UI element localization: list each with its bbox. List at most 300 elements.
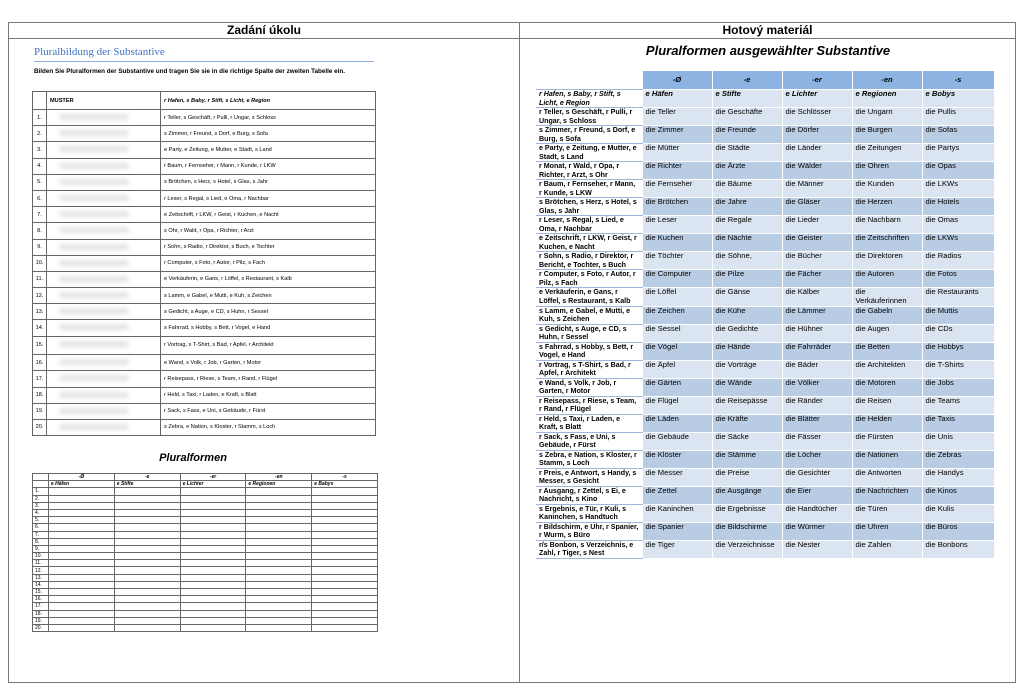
word-list: e Wand, s Volk, r Job, r Garten, r Motor [161,355,376,371]
answer-row-number: 10. [33,553,49,560]
word-list: r Computer, s Foto, r Autor, r Pilz, s Fach [161,255,376,271]
solution-row [536,378,994,396]
row-number: 18. [33,387,47,403]
plural-form: die Bildschirme [712,522,782,540]
plural-form: die Zebras [922,450,994,468]
solution-corner-cell [536,71,642,90]
answer-row-number: 8. [33,538,49,545]
plural-form: die Betten [852,342,922,360]
blur-mark [59,276,129,282]
plural-form: die Eier [782,486,852,504]
row-number: 6. [33,190,47,206]
solution-row [536,108,994,126]
answer-row-number: 18. [33,610,49,617]
plural-form: die Nationen [852,450,922,468]
plural-example-cell: e Lichter [180,481,246,488]
answer-cell [246,560,312,567]
title-underline [34,61,374,62]
plural-form: die Bäume [712,180,782,198]
plural-form: die Fernseher [642,180,712,198]
answer-cell [49,502,115,509]
row-number: 13. [33,304,47,320]
plural-form: die Leser [642,216,712,234]
example-words: r Hafen, s Baby, r Stift, s Licht, e Region [536,90,642,108]
answer-cell [312,524,378,531]
answer-row [33,589,378,596]
plural-example-cell: e Häfen [49,481,115,488]
plural-form: die Spanier [642,522,712,540]
plural-form: die Ärzte [712,162,782,180]
answer-cell [246,553,312,560]
answer-cell [312,581,378,588]
blurred-answer-cell [47,158,161,174]
solution-row [536,324,994,342]
plural-form: die Gärten [642,378,712,396]
plural-form: die Söhne, [712,252,782,270]
word-list: e Verkäuferin, e Gans, r Löffel, s Restaurant, s Kalb [161,271,376,287]
answer-row [33,502,378,509]
table-row [33,255,376,271]
answer-cell [180,596,246,603]
solution-row [536,414,994,432]
answer-cell [312,488,378,495]
answer-cell [246,545,312,552]
blurred-answer-cell [47,304,161,320]
answer-table [32,473,378,632]
word-list: s Ohr, r Wald, r Opa, r Richter, r Arzt [161,223,376,239]
plural-form: die Freunde [712,126,782,144]
corner-cell [33,474,49,481]
plural-header-cell: -e [114,474,180,481]
plural-form: die Dörfer [782,126,852,144]
answer-cell [246,581,312,588]
solution-header-cell: -s [922,71,994,90]
solution-row [536,396,994,414]
answer-cell [246,524,312,531]
plural-form: die Handys [922,468,994,486]
answer-cell [49,617,115,624]
answer-cell [49,581,115,588]
table-row [33,403,376,419]
plural-form: die Fahrräder [782,342,852,360]
blurred-answer-cell [47,320,161,336]
table-row [33,190,376,206]
blurred-answer-cell [47,110,161,126]
answer-row-number: 16. [33,596,49,603]
plural-form: die Sessel [642,324,712,342]
solution-row [536,216,994,234]
plural-form: die Zeitschriften [852,234,922,252]
solution-title: Pluralformen ausgewählter Substantive [645,43,891,58]
answer-cell [114,624,180,631]
plural-form: die Messer [642,468,712,486]
plural-form: die Läden [642,414,712,432]
source-words: s Gedicht, s Auge, e CD, s Huhn, r Sessel [536,324,642,342]
plural-form: die Männer [782,180,852,198]
plural-form: die Geister [782,234,852,252]
plural-form: die Nester [782,540,852,558]
plural-form: die Radios [922,252,994,270]
plural-form: die Säcke [712,432,782,450]
blurred-answer-cell [47,174,161,190]
answer-cell [180,509,246,516]
plural-form: die Tiger [642,540,712,558]
source-words: s Zebra, e Nation, s Kloster, r Stamm, s Loch [536,450,642,468]
blurred-answer-cell [47,371,161,387]
answer-row [33,603,378,610]
plural-example-row [33,481,378,488]
word-list: s Zimmer, r Freund, s Dorf, e Burg, s Sofa [161,126,376,142]
plural-form: die Bonbons [922,540,994,558]
plural-form: die Ohren [852,162,922,180]
table-row [33,320,376,336]
plural-form: die Gänse [712,288,782,307]
plural-form: die Blätter [782,414,852,432]
plural-form: die Nächte [712,234,782,252]
solution-row [536,144,994,162]
plural-form: die Vorträge [712,360,782,378]
answer-cell [180,603,246,610]
blurred-answer-cell [47,271,161,287]
row-number: 5. [33,174,47,190]
solution-row [536,540,994,558]
answer-cell [114,567,180,574]
answer-cell [49,538,115,545]
plural-form: die Klöster [642,450,712,468]
answer-cell [114,560,180,567]
blur-mark [59,392,129,398]
answer-cell [114,509,180,516]
answer-row-number: 12. [33,567,49,574]
solution-row [536,468,994,486]
answer-cell [180,589,246,596]
source-words: e Zeitschrift, r LKW, r Geist, r Kuchen, e Nacht [536,234,642,252]
source-words: r Preis, e Antwort, s Handy, s Messer, s Gesicht [536,468,642,486]
blur-mark [59,375,129,381]
plural-form: die Augen [852,324,922,342]
answer-cell [49,574,115,581]
source-words: r Bildschirm, e Uhr, r Spanier, r Wurm, s Büro [536,522,642,540]
word-list: s Brötchen, s Herz, s Hotel, s Glas, s Jahr [161,174,376,190]
answer-cell [114,502,180,509]
answer-cell [114,531,180,538]
answer-cell [246,509,312,516]
plural-form: die Städte [712,144,782,162]
plural-form: die Unis [922,432,994,450]
right-panel [520,40,1016,682]
source-words: r Monat, r Wald, r Opa, r Richter, r Arzt, s Ohr [536,162,642,180]
answer-cell [114,524,180,531]
answer-row-number: 14. [33,581,49,588]
plural-form: die Ergebnisse [712,504,782,522]
solution-header-cell: -en [852,71,922,90]
plural-form: die Büros [922,522,994,540]
source-words: s Fahrrad, s Hobby, s Bett, r Vogel, e Hand [536,342,642,360]
row-number: 11. [33,271,47,287]
plural-form: die Türen [852,504,922,522]
blurred-answer-cell [47,142,161,158]
answer-cell [312,509,378,516]
plural-form: die Zimmer [642,126,712,144]
answer-cell [180,531,246,538]
row-number: 19. [33,403,47,419]
word-list: r Sack, s Fass, e Uni, s Gebäude, r Fürst [161,403,376,419]
example-form: e Bobys [922,90,994,108]
plural-form: die Länder [782,144,852,162]
blur-mark [59,244,129,250]
answer-cell [312,538,378,545]
plural-form: die Fotos [922,270,994,288]
word-list: r Reisepass, r Riese, s Team, r Rand, r Flügel [161,371,376,387]
solution-header-cell: -e [712,71,782,90]
answer-row-number: 13. [33,574,49,581]
source-words: e Wand, s Volk, r Job, r Garten, r Motor [536,378,642,396]
plural-form: die Lieder [782,216,852,234]
plural-form: die Preise [712,468,782,486]
solution-table [536,70,995,559]
plural-form: die Reisen [852,396,922,414]
answer-cell [246,502,312,509]
plural-form: die Hobbys [922,342,994,360]
answer-row-number: 19. [33,617,49,624]
example-form: e Lichter [782,90,852,108]
answer-cell [246,495,312,502]
word-list: r Baum, r Fernseher, r Mann, r Kunde, r LKW [161,158,376,174]
plural-form: die Bücher [782,252,852,270]
plural-form: die Richter [642,162,712,180]
answer-cell [246,603,312,610]
answer-cell [246,596,312,603]
plural-form: die Zeitungen [852,144,922,162]
muster-words: r Hafen, s Baby, r Stift, s Licht, e Region [161,92,376,110]
blurred-answer-cell [47,419,161,435]
worksheet-instructions: Bilden Sie Pluralformen der Substantive und tragen Sie sie in die richtige Spalte der zweiten Tabelle ein. [34,68,345,75]
plural-form: die Computer [642,270,712,288]
answer-cell [49,509,115,516]
plural-form: die Vögel [642,342,712,360]
answer-cell [180,517,246,524]
answer-cell [180,610,246,617]
answer-cell [312,567,378,574]
solution-row [536,360,994,378]
answer-cell [49,589,115,596]
answer-row [33,495,378,502]
example-form: e Stifte [712,90,782,108]
answer-row-number: 4. [33,509,49,516]
blur-mark [59,146,129,152]
example-form: e Häfen [642,90,712,108]
plural-form: die Kunden [852,180,922,198]
answer-cell [114,574,180,581]
blurred-answer-cell [47,239,161,255]
answer-cell [246,538,312,545]
answer-row [33,517,378,524]
answer-cell [180,553,246,560]
row-number: 2. [33,126,47,142]
plural-form: die Flügel [642,396,712,414]
answer-cell [180,560,246,567]
word-list: s Fahrrad, s Hobby, s Bett, r Vogel, e Hand [161,320,376,336]
solution-row [536,270,994,288]
plural-form: die Burgen [852,126,922,144]
plural-form: die Taxis [922,414,994,432]
plural-form: die Verzeichnisse [712,540,782,558]
answer-cell [114,603,180,610]
plural-form: die Kaninchen [642,504,712,522]
plural-form: die Nachbarn [852,216,922,234]
answer-cell [312,603,378,610]
solution-row [536,288,994,307]
answer-cell [246,617,312,624]
plural-form: die Mütter [642,144,712,162]
answer-cell [49,603,115,610]
answer-row [33,538,378,545]
answer-cell [246,574,312,581]
answer-cell [246,589,312,596]
table-row [33,174,376,190]
plural-header-cell: -er [180,474,246,481]
plural-form: die Verkäuferinnen [852,288,922,307]
corner-cell [33,481,49,488]
row-number: 7. [33,207,47,223]
plural-form: die Reisepässe [712,396,782,414]
answer-cell [180,502,246,509]
solution-row [536,126,994,144]
plural-form: die Handtücher [782,504,852,522]
answer-row-number: 11. [33,560,49,567]
solution-row [536,252,994,270]
plural-table-title: Pluralformen [159,452,227,464]
answer-row [33,524,378,531]
answer-cell [49,488,115,495]
plural-form: die Töchter [642,252,712,270]
source-words: e Party, e Zeitung, e Mutter, e Stadt, s Land [536,144,642,162]
answer-cell [312,495,378,502]
answer-cell [180,581,246,588]
answer-cell [180,524,246,531]
exercise-table [32,91,376,436]
answer-cell [180,538,246,545]
plural-form: die Fächer [782,270,852,288]
answer-cell [49,531,115,538]
plural-form: die Ungarn [852,108,922,126]
answer-cell [114,581,180,588]
answer-cell [114,589,180,596]
answer-cell [114,545,180,552]
source-words: r Reisepass, r Riese, s Team, r Rand, r Flügel [536,396,642,414]
answer-cell [114,596,180,603]
answer-cell [180,574,246,581]
answer-cell [312,589,378,596]
answer-row [33,581,378,588]
plural-form: die Lämmer [782,306,852,324]
blurred-answer-cell [47,255,161,271]
answer-row [33,567,378,574]
word-list: e Zeitschrift, r LKW, r Geist, r Kuchen, e Nacht [161,207,376,223]
blur-mark [59,227,129,233]
plural-form: die Herzen [852,198,922,216]
right-panel-header: Hotový materiál [520,22,1015,39]
answer-cell [49,596,115,603]
answer-cell [312,502,378,509]
plural-form: die Gedichte [712,324,782,342]
answer-cell [312,531,378,538]
source-words: r Baum, r Fernseher, r Mann, r Kunde, s LKW [536,180,642,198]
plural-form: die CDs [922,324,994,342]
word-list: r Leser, s Regal, s Lied, e Oma, r Nachbar [161,190,376,206]
table-row [33,371,376,387]
answer-cell [312,553,378,560]
answer-cell [246,624,312,631]
plural-form: die Direktoren [852,252,922,270]
blur-mark [59,359,129,365]
row-number: 15. [33,336,47,355]
source-words: r Held, s Taxi, r Laden, e Kraft, s Blatt [536,414,642,432]
plural-form: die Kulis [922,504,994,522]
answer-cell [114,538,180,545]
answer-cell [49,567,115,574]
plural-form: die Brötchen [642,198,712,216]
solution-row [536,504,994,522]
word-list: s Zebra, e Nation, s Kloster, r Stamm, s Loch [161,419,376,435]
word-list: s Gedicht, s Auge, e CD, s Huhn, r Sessel [161,304,376,320]
plural-form: die Schlösser [782,108,852,126]
solution-header-cell: -Ø [642,71,712,90]
plural-example-cell: e Stifte [114,481,180,488]
solution-row [536,486,994,504]
plural-form: die Jobs [922,378,994,396]
answer-row-number: 20. [33,624,49,631]
solution-row [536,450,994,468]
answer-cell [49,524,115,531]
answer-cell [49,553,115,560]
answer-cell [180,495,246,502]
answer-row-number: 17. [33,603,49,610]
answer-cell [312,545,378,552]
word-list: r Held, s Taxi, r Laden, e Kraft, s Blatt [161,387,376,403]
plural-form: die Zeichen [642,306,712,324]
plural-form: die Hühner [782,324,852,342]
answer-cell [312,610,378,617]
plural-form: die Völker [782,378,852,396]
plural-form: die Sofas [922,126,994,144]
plural-form: die Wälder [782,162,852,180]
blur-mark [59,179,129,185]
answer-row-number: 9. [33,545,49,552]
table-row [33,336,376,355]
answer-row-number: 1. [33,488,49,495]
plural-form: die Regale [712,216,782,234]
plural-form: die Wände [712,378,782,396]
table-row [33,142,376,158]
solution-row [536,306,994,324]
plural-form: die Hände [712,342,782,360]
blur-mark [59,260,129,266]
answer-cell [114,488,180,495]
answer-cell [49,545,115,552]
answer-row-number: 2. [33,495,49,502]
plural-form: die LKWs [922,234,994,252]
table-row [33,419,376,435]
plural-form: die Würmer [782,522,852,540]
plural-example-cell: e Regionen [246,481,312,488]
plural-form: die Pullis [922,108,994,126]
answer-cell [114,517,180,524]
solution-row [536,180,994,198]
plural-form: die Ausgänge [712,486,782,504]
source-words: r Sohn, s Radio, r Direktor, r Bericht, e Tochter, s Buch [536,252,642,270]
answer-cell [180,545,246,552]
